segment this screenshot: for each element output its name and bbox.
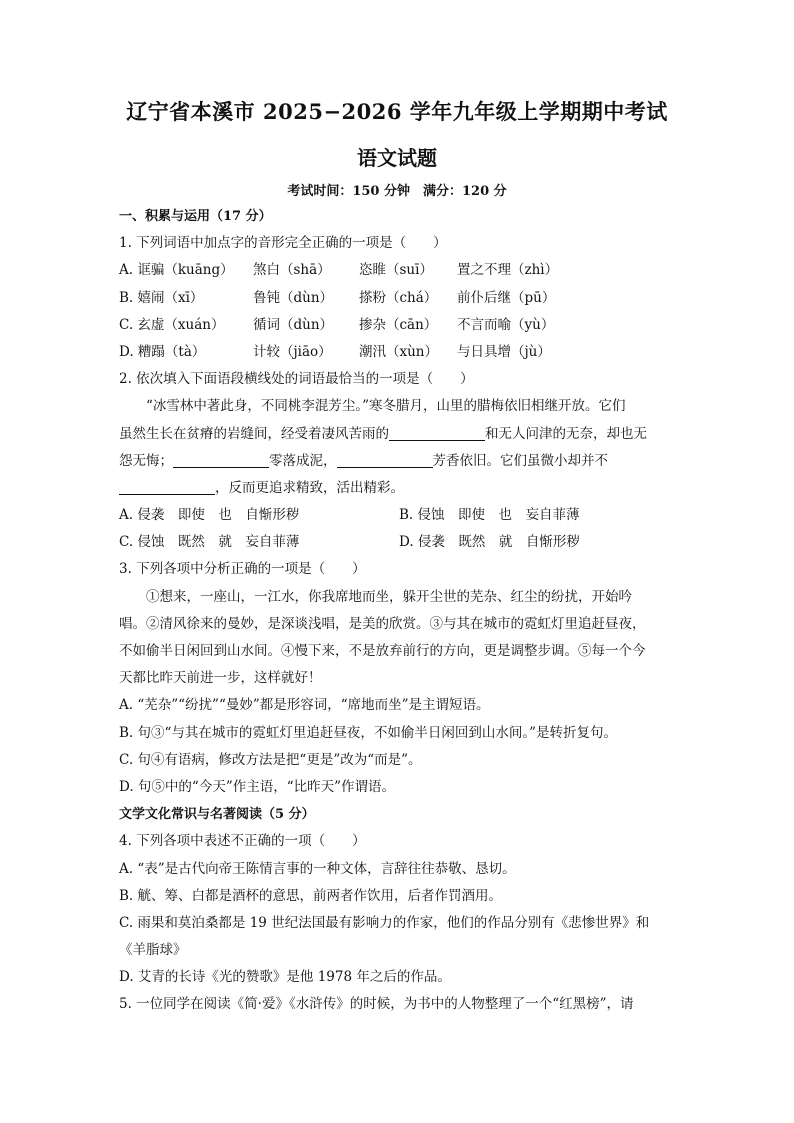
q1-a-2: 煞白（shā） [253,262,331,279]
q3-passage-line-2: 唱。②清风徐来的曼妙，是深谈浅唱，是美的欣赏。③与其在城市的霓虹灯里追赶昼夜， [119,615,646,632]
q5-stem: 5. 一位同学在阅读《简·爱》《水浒传》的时候，为书中的人物整理了一个“红黑榜”，请 [119,996,634,1013]
q1-a-1: A. 诓骗（kuāng） [119,262,234,279]
q3-stem: 3. 下列各项中分析正确的一项是（ ） [119,561,366,578]
fill-blank-2 [173,450,269,468]
q4-stem: 4. 下列各项中表述不正确的一项（ ） [119,833,366,850]
section-heading-2: 文学文化常识与名著阅读（5 分） [119,807,315,823]
q1-b-2: 鲁钝（dùn） [253,289,334,306]
q3-option-a: A. “芜杂”“纷扰”“曼妙”都是形容词，“席地而坐”是主谓短语。 [119,697,490,714]
fill-blank-4 [119,477,215,495]
q1-a-3: 恣睢（suī） [359,262,433,279]
q2-passage-3a: 怨无悔； [119,452,173,469]
q1-option-b [119,285,679,312]
q1-a-4: 置之不理（zhì） [457,262,559,279]
q2-passage-2a: 虽然生长在贫瘠的岩缝间，经受着凄风苦雨的 [119,425,389,442]
q1-c-2: 循词（dùn） [253,316,334,333]
q4-option-c-line-2: 《羊脂球》 [119,942,187,959]
q2-passage-line-3 [119,448,679,475]
q1-d-1: D. 糟蹋（tà） [119,343,206,360]
q2-option-a: A. 侵袭 即使 也 自惭形秽 [119,507,300,524]
q1-b-1: B. 嬉闹（xī） [119,289,204,306]
q2-passage-line-2 [119,421,679,448]
exam-content [119,203,679,1019]
q2-option-c: C. 侵蚀 既然 就 妄自菲薄 [119,534,300,551]
q1-d-3: 潮汛（xùn） [359,343,439,360]
q1-b-4: 前仆后继（pū） [457,289,556,306]
q1-d-4: 与日具增（jù） [457,343,551,360]
q1-stem: 1. 下列词语中加点字的音形完全正确的一项是（ ） [119,235,447,252]
q4-option-d: D. 艾青的长诗《光的赞歌》是他 1978 年之后的作品。 [119,969,451,986]
q1-b-3: 搽粉（chá） [359,289,438,306]
q2-option-b: B. 侵蚀 即使 也 妄自菲薄 [399,507,580,524]
q2-passage-2b: 和无人问津的无奈，却也无 [485,425,647,442]
exam-title: 辽宁省本溪市 2025−2026 学年九年级上学期期中考试 [126,99,668,124]
q2-passage-line-4 [119,475,679,502]
q2-passage-3c: 芳香依旧。它们虽微小却并不 [432,452,608,469]
exam-subtitle: 语文试题 [357,146,437,170]
q1-option-c [119,312,679,339]
q2-passage-3b: 零落成泥， [269,452,337,469]
q2-passage-line-1: “冰雪林中著此身，不同桃李混芳尘。”寒冬腊月，山里的腊梅依旧相继开放。它们 [146,398,626,415]
q2-stem: 2. 依次填入下面语段横线处的词语最恰当的一项是（ ） [119,371,474,388]
q1-option-d [119,339,679,366]
q2-options-ab [119,502,679,529]
exam-meta: 考试时间：150 分钟 满分：120 分 [287,184,507,199]
q2-options-cd [119,529,679,556]
fill-blank-3 [337,450,433,468]
q3-passage-line-3: 不如偷半日闲回到山水间。④慢下来，不是放弃前行的方向，更是调整步调。⑤每一个今 [119,643,646,659]
q4-option-c-line-1: C. 雨果和莫泊桑都是 19 世纪法国最有影响力的作家，他们的作品分别有《悲惨世界》和 [119,914,650,931]
q3-option-c: C. 句④有语病，修改方法是把“更是”改为“而是”。 [119,751,422,768]
q3-passage-line-4: 天都比昨天前进一步，这样就好！ [119,670,322,687]
q1-c-1: C. 玄虚（xuán） [119,316,225,333]
q3-passage-line-1: ①想来，一座山，一江水，你我席地而坐，躲开尘世的芜杂、红尘的纷扰，开始吟 [146,588,632,605]
q3-option-b: B. 句③“与其在城市的霓虹灯里追赶昼夜，不如偷半日闲回到山水间。”是转折复句。 [119,724,618,741]
section-heading-1: 一、积累与运用（17 分） [119,209,272,224]
q1-c-4: 不言而喻（yù） [457,316,555,333]
q1-option-a [119,257,679,284]
q4-option-b: B. 觥、筹、白都是酒杯的意思，前两者作饮用，后者作罚酒用。 [119,887,503,904]
q3-option-d: D. 句⑤中的“今天”作主语，“比昨天”作谓语。 [119,778,396,795]
fill-blank-1 [389,423,485,441]
q2-option-d: D. 侵袭 既然 就 自惭形秽 [399,534,580,551]
q1-c-3: 掺杂（cān） [359,316,438,333]
q2-passage-4: ，反而更追求精致，活出精彩。 [215,479,404,496]
q1-d-2: 计较（jiāo） [253,343,332,360]
q4-option-a: A. “表”是古代向帝王陈情言事的一种文体，言辞往往恭敬、恳切。 [119,860,516,877]
